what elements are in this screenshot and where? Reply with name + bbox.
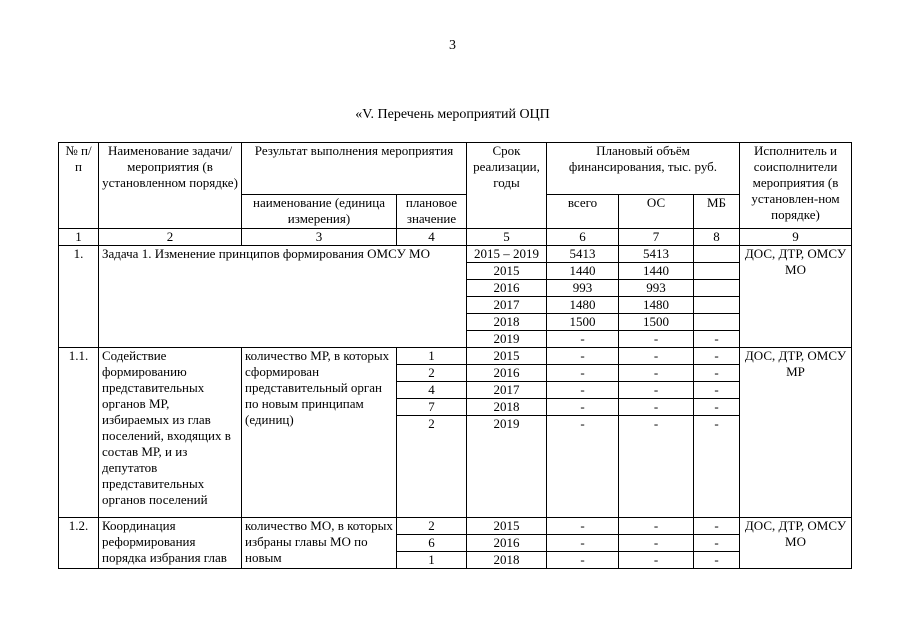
- mb-cell: [694, 263, 740, 280]
- total-cell: -: [547, 348, 619, 365]
- activities-table: [58, 142, 852, 569]
- plan-cell: 1: [397, 348, 467, 365]
- plan-cell: 1: [397, 552, 467, 569]
- col-number: 1: [59, 229, 99, 246]
- table-row: [59, 518, 852, 535]
- plan-cell: 2: [397, 518, 467, 535]
- header-mb: МБ: [694, 195, 740, 229]
- executor-cell: ДОС, ДТР, ОМСУ МО: [740, 518, 852, 569]
- total-cell: -: [547, 399, 619, 416]
- term-cell: 2015 – 2019: [467, 246, 547, 263]
- header-finance: Плановый объём финансирования, тыс. руб.: [547, 143, 740, 195]
- col-number: 4: [397, 229, 467, 246]
- total-cell: 5413: [547, 246, 619, 263]
- mb-cell: -: [694, 399, 740, 416]
- plan-cell: 2: [397, 365, 467, 382]
- term-cell: 2015: [467, 518, 547, 535]
- term-cell: 2016: [467, 280, 547, 297]
- os-cell: 993: [619, 280, 694, 297]
- total-cell: -: [547, 535, 619, 552]
- executor-cell: ДОС, ДТР, ОМСУ МР: [740, 348, 852, 518]
- activity-num: 1.2.: [59, 518, 99, 569]
- mb-cell: -: [694, 382, 740, 399]
- col-number: 7: [619, 229, 694, 246]
- mb-cell: -: [694, 518, 740, 535]
- activity-name: Координация реформирования порядка избрания глав: [99, 518, 242, 569]
- term-cell: 2016: [467, 365, 547, 382]
- col-number: 3: [242, 229, 397, 246]
- total-cell: -: [547, 518, 619, 535]
- executor-cell: ДОС, ДТР, ОМСУ МО: [740, 246, 852, 348]
- os-cell: -: [619, 331, 694, 348]
- header-total: всего: [547, 195, 619, 229]
- mb-cell: [694, 297, 740, 314]
- header-num: № п/п: [59, 143, 99, 229]
- header-result: Результат выполнения мероприятия: [242, 143, 467, 195]
- term-cell: 2015: [467, 263, 547, 280]
- os-cell: 1480: [619, 297, 694, 314]
- header-os: ОС: [619, 195, 694, 229]
- total-cell: 1500: [547, 314, 619, 331]
- os-cell: -: [619, 365, 694, 382]
- total-cell: -: [547, 331, 619, 348]
- activity-num: 1.1.: [59, 348, 99, 518]
- term-cell: 2016: [467, 535, 547, 552]
- mb-cell: [694, 246, 740, 263]
- mb-cell: -: [694, 348, 740, 365]
- activity-result-name: количество МР, в которых сформирован представительный орган по новым принципам (единиц): [242, 348, 397, 518]
- total-cell: 993: [547, 280, 619, 297]
- col-number: 2: [99, 229, 242, 246]
- term-cell: 2018: [467, 314, 547, 331]
- table-row: [59, 348, 852, 365]
- col-number: 8: [694, 229, 740, 246]
- header-executor: Исполнитель и соисполнители мероприятия (в установлен-ном порядке): [740, 143, 852, 229]
- page-number: 3: [449, 38, 456, 53]
- term-cell: 2019: [467, 416, 547, 518]
- header-result-name: наименование (единица измерения): [242, 195, 397, 229]
- total-cell: -: [547, 365, 619, 382]
- mb-cell: [694, 314, 740, 331]
- os-cell: -: [619, 552, 694, 569]
- task-name: Задача 1. Изменение принципов формирования ОМСУ МО: [99, 246, 467, 348]
- total-cell: 1440: [547, 263, 619, 280]
- term-cell: 2019: [467, 331, 547, 348]
- header-result-plan: плановое значение: [397, 195, 467, 229]
- col-number: 9: [740, 229, 852, 246]
- activity-result-name: количество МО, в которых избраны главы МО по новым: [242, 518, 397, 569]
- mb-cell: -: [694, 552, 740, 569]
- os-cell: -: [619, 518, 694, 535]
- task-num: 1.: [59, 246, 99, 348]
- os-cell: -: [619, 382, 694, 399]
- col-number: 5: [467, 229, 547, 246]
- col-number: 6: [547, 229, 619, 246]
- term-cell: 2018: [467, 399, 547, 416]
- activity-name: Содействие формированию представительных органов МР, избираемых из глав поселений, входящих в состав МР, и из депутатов представительных органов поселений: [99, 348, 242, 518]
- plan-cell: 2: [397, 416, 467, 518]
- plan-cell: 4: [397, 382, 467, 399]
- total-cell: 1480: [547, 297, 619, 314]
- mb-cell: [694, 280, 740, 297]
- total-cell: -: [547, 416, 619, 518]
- os-cell: 1440: [619, 263, 694, 280]
- header-name: Наименование задачи/мероприятия (в установленном порядке): [99, 143, 242, 229]
- os-cell: -: [619, 416, 694, 518]
- total-cell: -: [547, 552, 619, 569]
- os-cell: -: [619, 399, 694, 416]
- term-cell: 2017: [467, 382, 547, 399]
- table-row: [59, 246, 852, 263]
- mb-cell: -: [694, 365, 740, 382]
- mb-cell: -: [694, 416, 740, 518]
- plan-cell: 6: [397, 535, 467, 552]
- term-cell: 2017: [467, 297, 547, 314]
- mb-cell: -: [694, 331, 740, 348]
- mb-cell: -: [694, 535, 740, 552]
- os-cell: 1500: [619, 314, 694, 331]
- total-cell: -: [547, 382, 619, 399]
- document-title: «V. Перечень мероприятий ОЦП: [355, 107, 550, 122]
- os-cell: -: [619, 348, 694, 365]
- term-cell: 2018: [467, 552, 547, 569]
- header-term: Срок реализации, годы: [467, 143, 547, 229]
- os-cell: -: [619, 535, 694, 552]
- plan-cell: 7: [397, 399, 467, 416]
- os-cell: 5413: [619, 246, 694, 263]
- term-cell: 2015: [467, 348, 547, 365]
